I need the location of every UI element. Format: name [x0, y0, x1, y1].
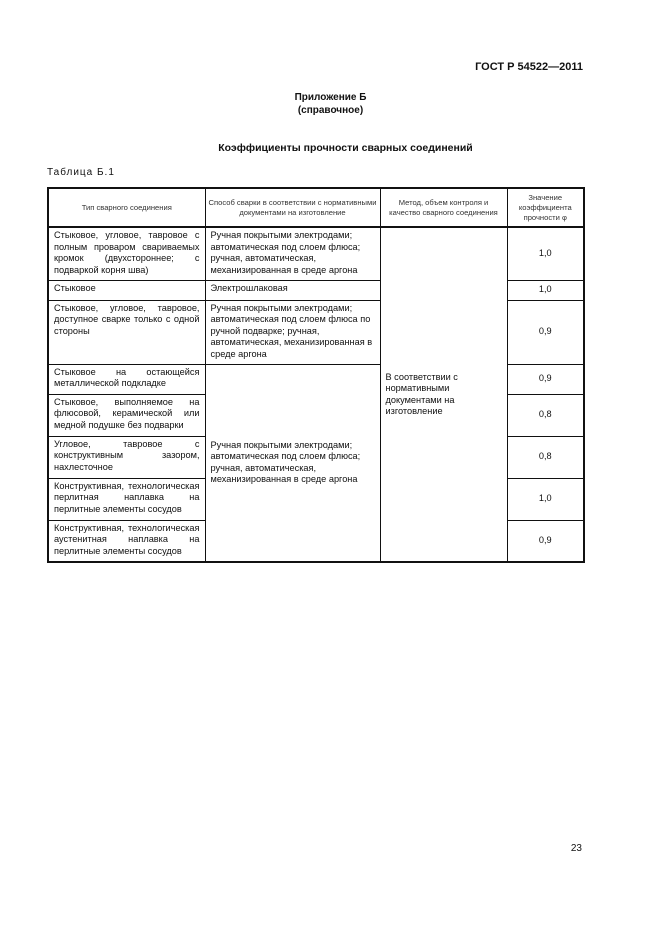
- joint-type-cell: Угловое, тавровое с конструктивным зазором, нахлесточное: [48, 436, 205, 478]
- joint-type-cell: Стыковое: [48, 280, 205, 300]
- coefficient-cell: 1,0: [507, 227, 584, 280]
- joint-type-cell: Конструктивная, технологическая аустенитная наплавка на перлитные элементы сосудов: [48, 520, 205, 562]
- joint-type-cell: Конструктивная, технологическая перлитная наплавка на перлитные элементы сосудов: [48, 478, 205, 520]
- welding-method-cell: Ручная покрытыми электродами; автоматическая под слоем флюса по ручной подварке; ручная, автоматическая, механизированная в среде аргона: [205, 300, 380, 364]
- welding-method-cell: Электрошлаковая: [205, 280, 380, 300]
- welding-method-cell: Ручная покрытыми электродами; автоматическая под слоем флюса; ручная, автоматическая, механизированная в среде аргона: [205, 227, 380, 280]
- header-joint-type: Тип сварного соединения: [48, 188, 205, 227]
- section-title: Коэффициенты прочности сварных соединений: [218, 142, 473, 154]
- header-control-method: Метод, объем контроля и качество сварного соединения: [380, 188, 507, 227]
- table-header-row: [48, 188, 584, 227]
- coefficient-cell: 0,9: [507, 364, 584, 394]
- appendix-heading: [0, 91, 661, 117]
- welding-method-cell: Ручная покрытыми электродами; автоматическая под слоем флюса; ручная, автоматическая, механизированная в среде аргона: [205, 364, 380, 562]
- table-label: Таблица Б.1: [47, 167, 115, 178]
- control-method-cell: В соответствии с нормативными документами на изготовление: [380, 227, 507, 562]
- coefficient-cell: 1,0: [507, 478, 584, 520]
- weld-strength-table: [47, 187, 585, 563]
- coefficient-cell: 0,9: [507, 520, 584, 562]
- joint-type-cell: Стыковое на остающейся металлической подкладке: [48, 364, 205, 394]
- joint-type-cell: Стыковое, угловое, тавровое с полным проваром свариваемых кромок (двухстороннее; с подваркой корня шва): [48, 227, 205, 280]
- page-number: 23: [570, 843, 582, 854]
- document-code: ГОСТ Р 54522—2011: [475, 61, 583, 73]
- header-welding-method: Способ сварки в соответствии с нормативными документами на изготовление: [205, 188, 380, 227]
- header-strength-coefficient: Значение коэффициента прочности φ: [507, 188, 584, 227]
- table-row: [48, 227, 584, 280]
- joint-type-cell: Стыковое, выполняемое на флюсовой, керамической или медной подушке без подварки: [48, 394, 205, 436]
- appendix-subtitle: (справочное): [297, 105, 364, 116]
- coefficient-cell: 1,0: [507, 280, 584, 300]
- coefficient-cell: 0,8: [507, 436, 584, 478]
- joint-type-cell: Стыковое, угловое, тавровое, доступное сварке только с одной стороны: [48, 300, 205, 364]
- coefficient-cell: 0,9: [507, 300, 584, 364]
- appendix-title: Приложение Б: [294, 92, 367, 103]
- coefficient-cell: 0,8: [507, 394, 584, 436]
